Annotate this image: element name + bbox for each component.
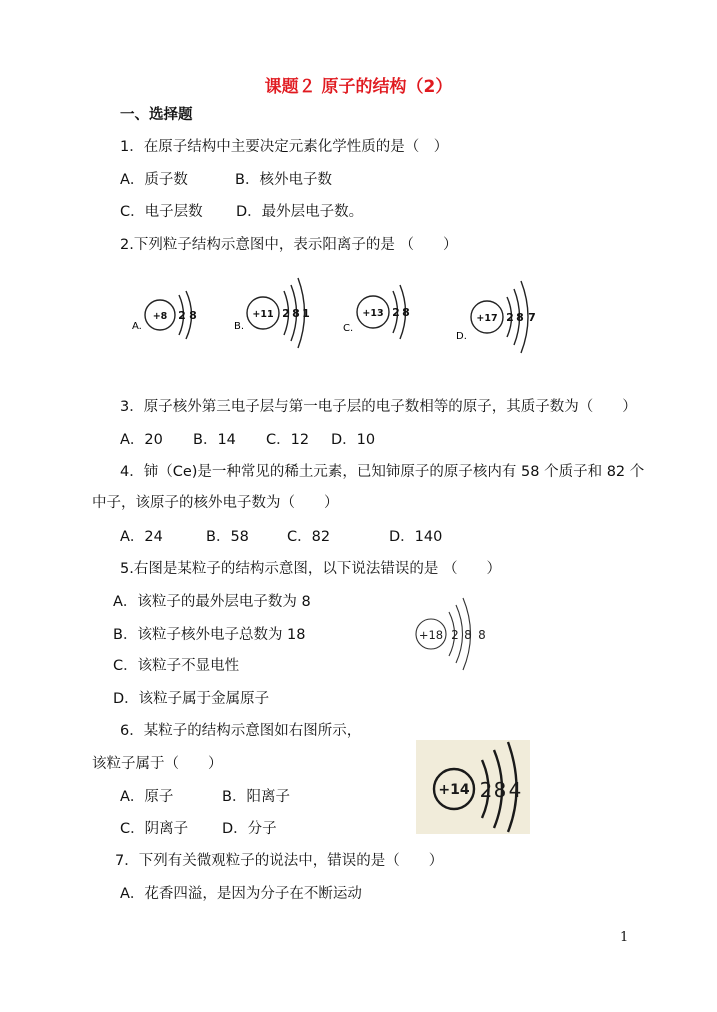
diagram-d-shell-2: 8 bbox=[516, 311, 524, 324]
diagram-a-nucleus: +8 bbox=[152, 311, 168, 322]
question-4-option-d: D．140 bbox=[389, 529, 443, 545]
question-6-option-d: D．分子 bbox=[222, 821, 277, 837]
q6-nucleus: +14 bbox=[438, 782, 470, 798]
diagram-a-label: A. bbox=[132, 321, 142, 332]
question-7-option-a: A．花香四溢，是因为分子在不断运动 bbox=[120, 886, 362, 902]
page-title: 课题２ 原子的结构（2） bbox=[264, 77, 453, 97]
diagram-d-shell-3: 7 bbox=[528, 311, 536, 324]
question-1-option-a: A．质子数 bbox=[120, 172, 188, 188]
diagram-b-shell-1: 2 bbox=[282, 307, 290, 320]
q5-shell-1: 2 bbox=[451, 628, 459, 642]
q6-shell-3: 4 bbox=[508, 778, 522, 802]
question-1-stem: 1．在原子结构中主要决定元素化学性质的是（ ） bbox=[120, 139, 449, 155]
diagram-b-nucleus: +11 bbox=[252, 309, 274, 320]
q6-shell-1: 2 bbox=[479, 778, 493, 802]
question-6-option-a: A．原子 bbox=[120, 789, 174, 805]
q6-shell-2: 8 bbox=[493, 778, 507, 802]
question-2-diagrams bbox=[0, 265, 717, 365]
question-5-option-d: D．该粒子属于金属原子 bbox=[113, 691, 270, 707]
section-heading: 一、选择题 bbox=[120, 107, 193, 123]
diagram-d-nucleus: +17 bbox=[476, 313, 498, 324]
question-4-option-b: B．58 bbox=[206, 529, 249, 545]
question-4-stem-line1: 4．铈（Ce)是一种常见的稀土元素，已知铈原子的原子核内有 58 个质子和 82 个 bbox=[120, 464, 645, 480]
question-3-option-c: C．12 bbox=[266, 432, 310, 448]
diagram-b-shell-2: 8 bbox=[292, 307, 300, 320]
question-1-option-d: D．最外层电子数。 bbox=[236, 204, 364, 220]
diagram-c-nucleus: +13 bbox=[362, 308, 384, 319]
question-3-option-d: D．10 bbox=[331, 432, 376, 448]
question-5-option-c: C．该粒子不显电性 bbox=[113, 658, 240, 674]
question-1-option-c: C．电子层数 bbox=[120, 204, 203, 220]
question-7-stem: 7．下列有关微观粒子的说法中，错误的是（ ） bbox=[115, 853, 444, 869]
question-5-diagram bbox=[405, 590, 505, 680]
diagram-b-label: B. bbox=[234, 321, 245, 332]
question-4-option-c: C．82 bbox=[287, 529, 331, 545]
diagram-d-label: D. bbox=[456, 331, 467, 342]
question-5-option-b: B．该粒子核外电子总数为 18 bbox=[113, 627, 306, 643]
question-4-stem-line2: 中子，该原子的核外电子数为（ ） bbox=[92, 495, 339, 511]
diagram-c-shell-1: 2 bbox=[392, 306, 400, 319]
question-6-stem-line1: 6．某粒子的结构示意图如右图所示， bbox=[120, 723, 362, 739]
question-3-option-b: B．14 bbox=[193, 432, 236, 448]
question-4-option-a: A．24 bbox=[120, 529, 163, 545]
question-1-option-b: B．核外电子数 bbox=[235, 172, 332, 188]
diagram-c-label: C. bbox=[343, 323, 354, 334]
question-2-stem: 2.下列粒子结构示意图中，表示阳离子的是 （ ） bbox=[120, 237, 458, 253]
question-6-option-b: B．阳离子 bbox=[222, 789, 290, 805]
q5-nucleus: +18 bbox=[418, 628, 444, 642]
question-6-diagram-photo bbox=[416, 740, 530, 834]
diagram-d-shell-1: 2 bbox=[506, 311, 514, 324]
question-6-stem-line2: 该粒子属于（ ） bbox=[92, 756, 223, 772]
page-number: 1 bbox=[620, 930, 629, 945]
question-3-option-a: A．20 bbox=[120, 432, 163, 448]
question-3-stem: 3．原子核外第三电子层与第一电子层的电子数相等的原子，其质子数为（ ） bbox=[120, 399, 637, 415]
question-5-stem: 5.右图是某粒子的结构示意图，以下说法错误的是 （ ） bbox=[120, 561, 501, 577]
diagram-b-shell-3: 1 bbox=[302, 307, 310, 320]
question-6-option-c: C．阴离子 bbox=[120, 821, 189, 837]
diagram-a-shell-1: 2 bbox=[178, 309, 186, 322]
question-5-option-a: A．该粒子的最外层电子数为 8 bbox=[113, 594, 311, 610]
q5-shell-2: 8 bbox=[464, 628, 472, 642]
diagram-a-shell-2: 8 bbox=[189, 309, 197, 322]
q5-shell-3: 8 bbox=[478, 628, 486, 642]
diagram-c-shell-2: 8 bbox=[402, 306, 410, 319]
